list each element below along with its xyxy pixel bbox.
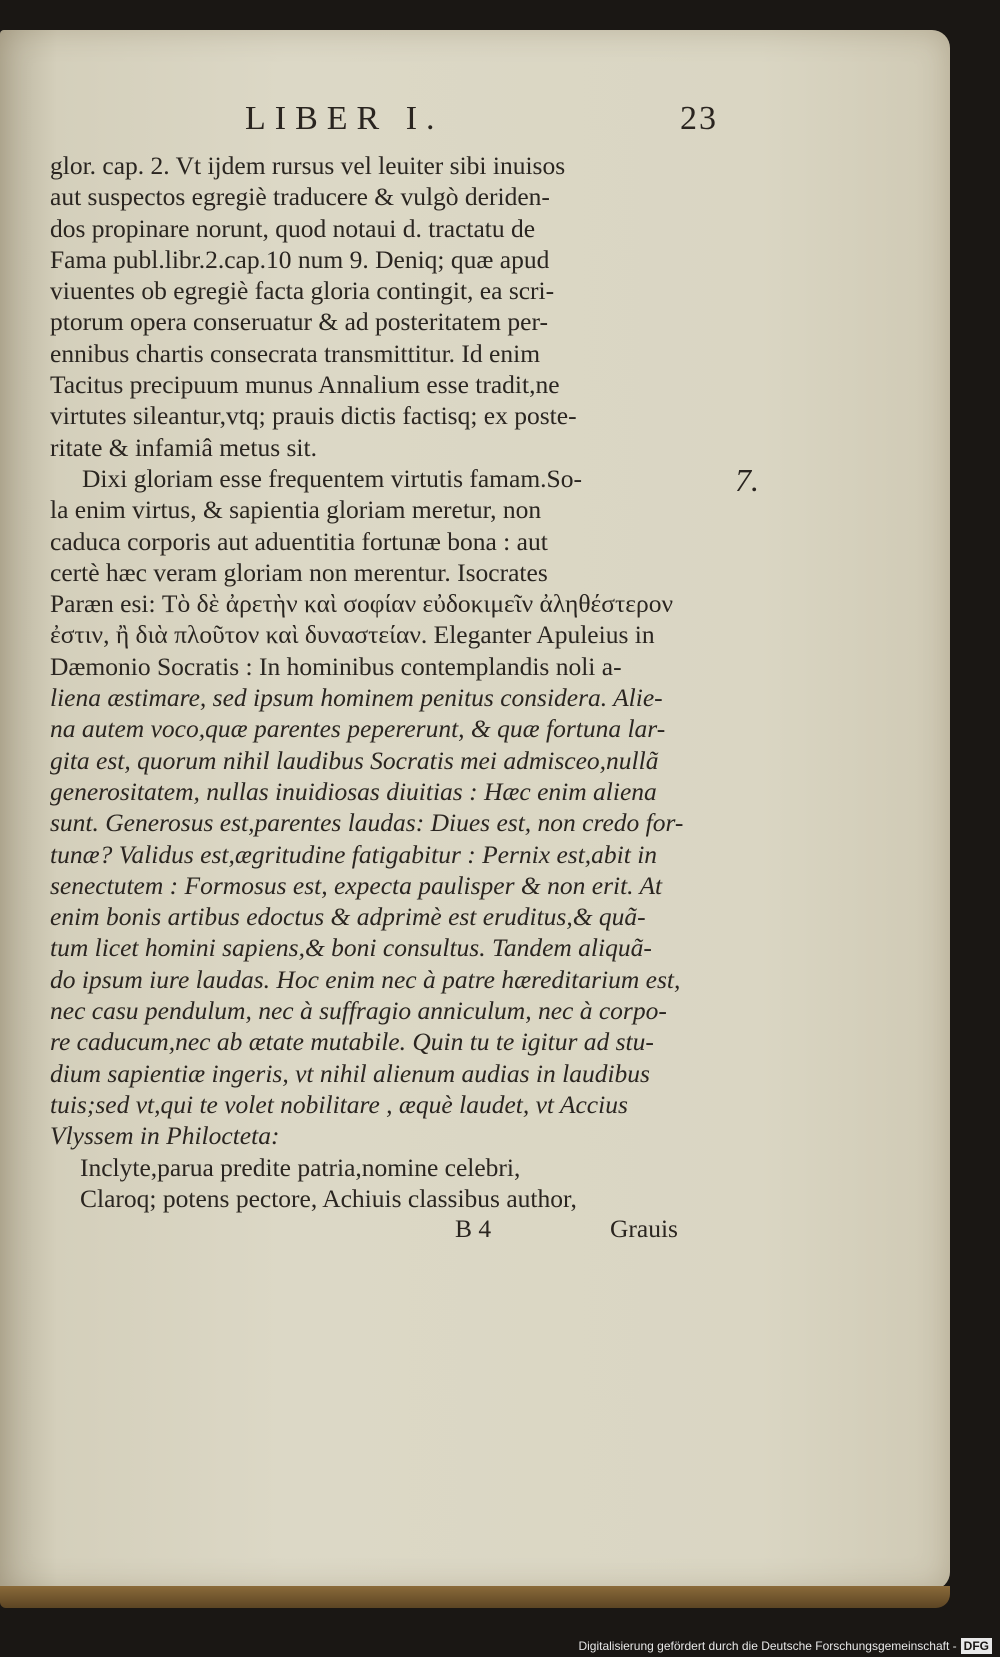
running-head [50,100,730,150]
credit-bar [0,1636,1000,1657]
italic-line: tum licet homini sapiens,& boni consultus. Tandem aliquã- [50,933,652,963]
page-footer [50,1214,730,1250]
paragraph-2 [50,463,730,1152]
page-edge [0,1586,950,1608]
catchword: Grauis [610,1214,678,1244]
verse-line: Inclyte,parua predite patria,nomine celebri, [80,1152,521,1182]
italic-line: enim bonis artibus edoctus & adprimè est eruditus,& quã- [50,902,646,932]
italic-line: na autem voco,quæ parentes pepererunt, & quæ fortuna lar- [50,714,666,744]
text-line: Tacitus precipuum munus Annalium esse tradit,ne [50,370,560,400]
text-line: ritate & infamiâ metus sit. [50,432,317,462]
italic-line: generositatem, nullas inuidiosas diuitias : Hæc enim aliena [50,776,657,806]
signature-mark: B 4 [455,1214,492,1244]
verse-line: Claroq; potens pectore, Achiuis classibus author, [80,1183,577,1213]
text-line: dos propinare norunt, quod notaui d. tractatu de [50,213,536,243]
italic-line: tuis;sed vt,qui te volet nobilitare , æquè laudet, vt Accius [50,1089,628,1119]
page-number: 23 [680,100,718,137]
credit-text: Digitalisierung gefördert durch die Deutsche Forschungsgemeinschaft - [578,1639,957,1653]
margin-number: 7. [735,462,759,498]
italic-line: do ipsum iure laudas. Hoc enim nec à patre hæreditarium est, [50,964,681,994]
text-line: Fama publ.libr.2.cap.10 num 9. Deniq; quæ apud [50,244,550,274]
verse-quotation [50,1152,730,1215]
text-line: virtutes sileantur,vtq; prauis dictis factisq; ex poste- [50,401,577,431]
italic-line: liena æstimare, sed ipsum hominem penitus considera. Alie- [50,683,663,713]
greek-line: ἐστιν, ἢ διὰ πλοῦτον καὶ δυναστείαν. Eleganter Apuleius in [50,620,655,650]
text-line: aut suspectos egregiè traducere & vulgò deriden- [50,182,550,212]
italic-line: gita est, quorum nihil laudibus Socratis mei admisceo,nullã [50,745,659,775]
text-line: glor. cap. 2. Vt ijdem rursus vel leuiter sibi inuisos [50,151,566,180]
italic-line: re caducum,nec ab ætate mutabile. Quin tu te igitur ad stu- [50,1027,654,1057]
text-block [50,100,730,1250]
text-line: la enim virtus, & sapientia gloriam meretur, non [50,495,542,525]
text-line: caduca corporis aut aduentitia fortunæ bona : aut [50,526,548,556]
paragraph-1 [50,150,730,463]
dfg-logo: DFG [961,1638,992,1654]
text-line: Dæmonio Socratis : In hominibus contemplandis noli a- [50,651,622,681]
italic-line: sunt. Generosus est,parentes laudas: Diues est, non credo for- [50,808,684,838]
italic-line: senectutem : Formosus est, expecta paulisper & non erit. At [50,870,663,900]
italic-line: dium sapientiæ ingeris, vt nihil alienum audias in laudibus [50,1058,650,1088]
text-line: viuentes ob egregiè facta gloria contingit, ea scri- [50,276,555,306]
running-title: LIBER I. [245,100,444,137]
italic-line: tunæ? Validus est,ægritudine fatigabitur : Pernix est,abit in [50,839,658,869]
italic-line: Vlyssem in Philocteta: [50,1121,280,1151]
text-line: ptorum opera conseruatur & ad posteritatem per- [50,307,548,337]
text-line: Dixi gloriam esse frequentem virtutis famam.So- [82,463,582,493]
italic-line: nec casu pendulum, nec à suffragio anniculum, nec à corpo- [50,996,667,1026]
text-line: certè hæc veram gloriam non merentur. Isocrates [50,557,548,587]
greek-line: Paræn esi: Τὸ δὲ ἀρετὴν καὶ σοφίαν εὐδοκιμεῖν ἀληθέστερον [50,589,673,619]
text-line: ennibus chartis consecrata transmittitur. Id enim [50,338,541,368]
